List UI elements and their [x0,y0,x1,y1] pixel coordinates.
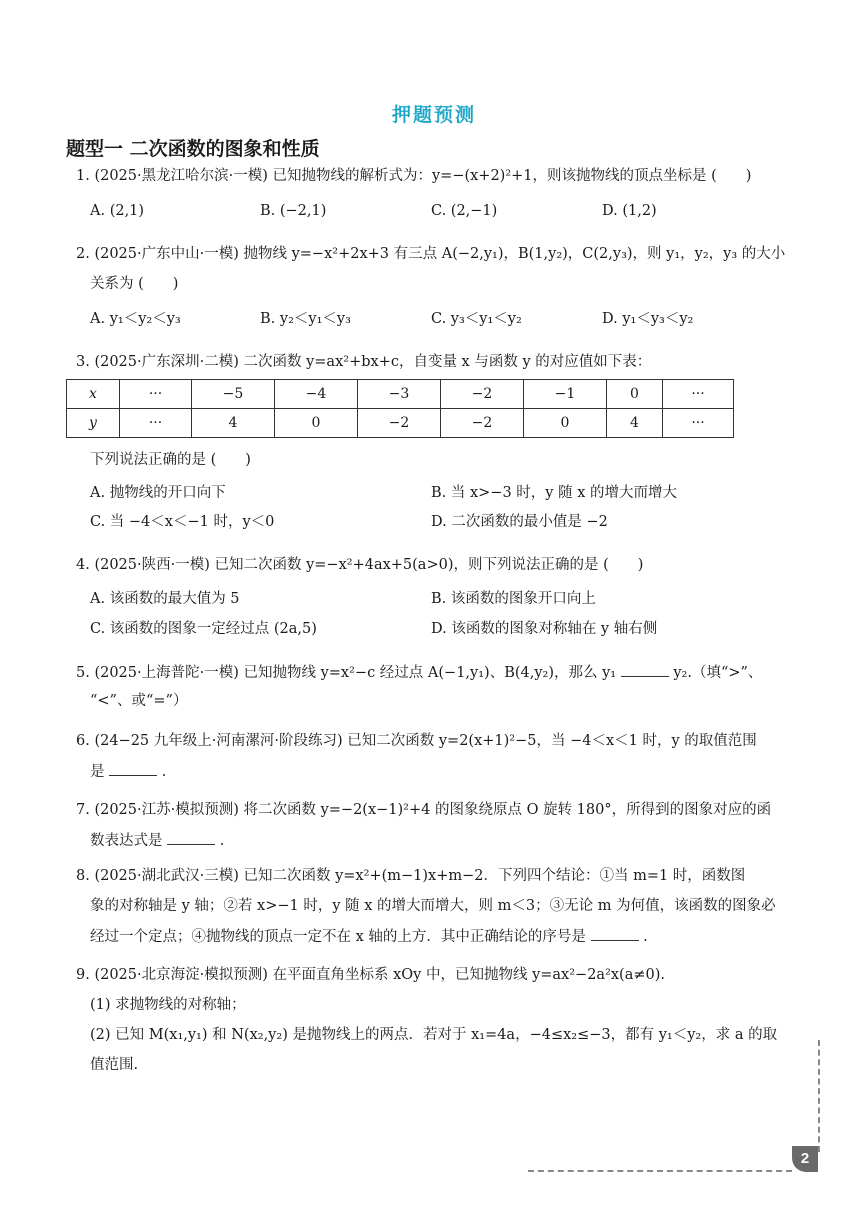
table-cell: x [67,380,120,409]
table-cell: −4 [275,380,358,409]
table-cell: y [67,409,120,438]
q6-stem-tail: . [161,764,167,780]
q8-stem-line2: 象的对称轴是 y 轴；②若 x>−1 时，y 随 x 的增大而增大，则 m＜3；③无论 m 为何值，该函数的图象必 [90,898,776,914]
table-cell: ··· [663,409,734,438]
q4-stem: 4. (2025·陕西·一模) 已知二次函数 y=−x²+4ax+5(a>0)，则下列说法正确的是 ( ) [76,557,644,573]
table-cell: 0 [524,409,607,438]
q5-stem-line1 [76,662,762,683]
table-row-y [67,409,734,438]
table-cell: 0 [275,409,358,438]
table-cell: −3 [358,380,441,409]
q5-stem-tail: y₂.（填“>”、 [673,665,763,681]
q1-option-d: D. (1,2) [602,203,657,219]
q2-option-c: C. y₃＜y₁＜y₂ [431,311,522,327]
q3-option-a: A. 抛物线的开口向下 [90,485,226,501]
q3-option-b: B. 当 x>−3 时，y 随 x 的增大而增大 [431,485,677,501]
q8-stem-line3 [90,926,648,947]
q3-option-d: D. 二次函数的最小值是 −2 [431,514,608,530]
q8-stem-tail: . [643,929,648,945]
q8-stem-text: 经过一个定点；④抛物线的顶点一定不在 x 轴的上方．其中正确结论的序号是 [90,929,586,945]
q7-answer-blank[interactable] [167,830,215,845]
table-cell: ··· [663,380,734,409]
table-row-x [67,380,734,409]
table-cell: −2 [358,409,441,438]
q1-option-a: A. (2,1) [90,203,145,219]
q5-stem-text: 5. (2025·上海普陀·一模) 已知抛物线 y=x²−c 经过点 A(−1,y₁)、B(4,y₂)，那么 y₁ [76,665,617,681]
table-cell: −5 [192,380,275,409]
q5-answer-blank[interactable] [621,662,669,677]
q9-part1: (1) 求抛物线的对称轴； [90,997,246,1013]
q9-part2-line2: 值范围. [90,1057,139,1073]
q7-stem-text: 数表达式是 [90,833,163,849]
q6-stem-text: 是 [90,764,105,780]
page-title: 押题预测 [391,104,476,126]
q4-option-b: B. 该函数的图象开口向上 [431,591,596,607]
table-cell: 4 [192,409,275,438]
table-cell: 0 [607,380,663,409]
page-bottom-dashed-border [528,1170,792,1172]
q6-stem-line2 [90,761,166,782]
q9-stem: 9. (2025·北京海淀·模拟预测) 在平面直角坐标系 xOy 中，已知抛物线 y=ax²−2a²x(a≠0). [76,967,665,983]
q4-option-c: C. 该函数的图象一定经过点 (2a,5) [90,621,317,637]
q2-option-b: B. y₂＜y₁＜y₃ [260,311,351,327]
q3-prompt: 下列说法正确的是 ( ) [90,452,251,468]
section-heading: 题型一 二次函数的图象和性质 [66,138,320,160]
q2-stem-line1: 2. (2025·广东中山·一模) 抛物线 y=−x²+2x+3 有三点 A(−2,y₁)，B(1,y₂)，C(2,y₃)，则 y₁，y₂，y₃ 的大小 [76,246,786,262]
q3-option-c: C. 当 −4＜x＜−1 时，y＜0 [90,514,275,530]
q5-stem-line2: “<”、或“=”） [90,693,188,709]
q1-option-c: C. (2,−1) [431,203,498,219]
q7-stem-tail: . [219,833,225,849]
q1-stem: 1. (2025·黑龙江哈尔滨·一模) 已知抛物线的解析式为：y=−(x+2)²+1，则该抛物线的顶点坐标是 ( ) [76,168,752,184]
q6-answer-blank[interactable] [109,761,157,776]
page-corner-dashed-border [818,1040,820,1152]
page-number-badge: 2 [792,1146,818,1172]
table-cell: 4 [607,409,663,438]
q8-stem-line1: 8. (2025·湖北武汉·三模) 已知二次函数 y=x²+(m−1)x+m−2．下列四个结论：①当 m=1 时，函数图 [76,868,746,884]
q1-option-b: B. (−2,1) [260,203,327,219]
q3-value-table [66,379,734,438]
q3-stem: 3. (2025·广东深圳·二模) 二次函数 y=ax²+bx+c，自变量 x 与函数 y 的对应值如下表： [76,354,652,370]
q7-stem-line2 [90,830,224,851]
q8-answer-blank[interactable] [591,926,639,941]
q9-part2-line1: (2) 已知 M(x₁,y₁) 和 N(x₂,y₂) 是抛物线上的两点．若对于 x₁=4a，−4≤x₂≤−3，都有 y₁＜y₂，求 a 的取 [90,1027,778,1043]
q4-option-a: A. 该函数的最大值为 5 [90,591,240,607]
q6-stem-line1: 6. (24−25 九年级上·河南漯河·阶段练习) 已知二次函数 y=2(x+1)²−5，当 −4＜x＜1 时，y 的取值范围 [76,733,757,749]
q2-option-d: D. y₁＜y₃＜y₂ [602,311,694,327]
table-cell: −2 [441,409,524,438]
table-cell: ··· [120,380,192,409]
table-cell: −2 [441,380,524,409]
q4-option-d: D. 该函数的图象对称轴在 y 轴右侧 [431,621,658,637]
table-cell: −1 [524,380,607,409]
table-cell: ··· [120,409,192,438]
q2-option-a: A. y₁＜y₂＜y₃ [90,311,181,327]
q2-stem-line2: 关系为 ( ) [90,276,179,292]
q7-stem-line1: 7. (2025·江苏·模拟预测) 将二次函数 y=−2(x−1)²+4 的图象绕原点 O 旋转 180°，所得到的图象对应的函 [76,802,772,818]
